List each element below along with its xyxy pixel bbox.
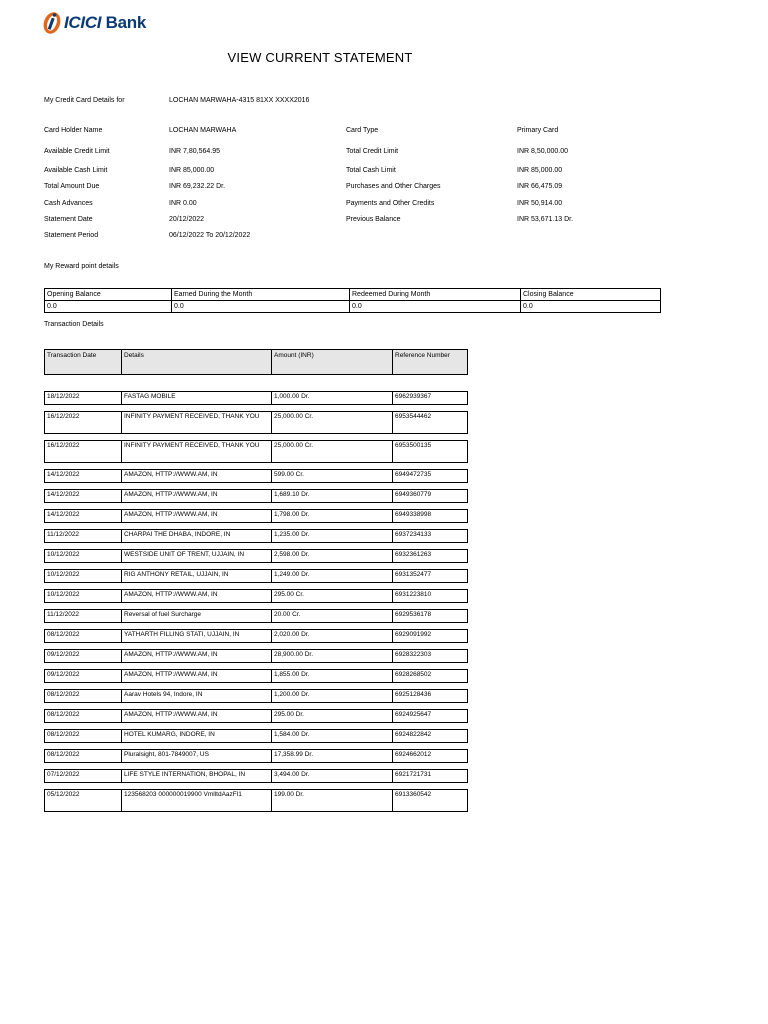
table-row (45, 570, 468, 583)
reward-header-row (45, 289, 661, 301)
transaction-reference-cell: 6924822842 (393, 730, 468, 743)
transaction-reference-cell: 6962939367 (393, 392, 468, 405)
transaction-details-cell: Aarav Hotels 94, Indore, IN (122, 690, 272, 703)
row-spacer (45, 483, 468, 490)
detail-label: Card Type (346, 127, 379, 134)
transaction-details-cell: AMAZON, HTTP://WWW.AM, IN (122, 510, 272, 523)
transaction-amount-cell: 25,000.00 Cr. (272, 441, 393, 463)
detail-value: INR 50,914.00 (517, 200, 563, 207)
account-value: LOCHAN MARWAHA-4315 81XX XXXX2016 (169, 97, 310, 104)
table-row (45, 530, 468, 543)
detail-value: INR 8,50,000.00 (517, 148, 568, 155)
detail-label: Total Cash Limit (346, 167, 396, 174)
row-spacer (45, 563, 468, 570)
transaction-date-cell: 14/12/2022 (45, 470, 122, 483)
row-spacer-cell (45, 543, 468, 550)
detail-label: Available Credit Limit (44, 148, 110, 155)
transaction-date-cell: 14/12/2022 (45, 490, 122, 503)
reward-value-cell: 0.0 (350, 301, 521, 313)
row-spacer-cell (45, 723, 468, 730)
transaction-date-cell: 10/12/2022 (45, 590, 122, 603)
row-spacer-cell (45, 683, 468, 690)
reward-value-cell: 0.0 (45, 301, 172, 313)
row-spacer (45, 405, 468, 412)
reward-header-cell: Closing Balance (521, 289, 661, 301)
transaction-amount-cell: 3,494.00 Dr. (272, 770, 393, 783)
transaction-date-cell: 08/12/2022 (45, 710, 122, 723)
transaction-amount-cell: 25,000.00 Cr. (272, 412, 393, 434)
transaction-reference-cell: 6953544462 (393, 412, 468, 434)
transaction-details-cell: CHARPAI THE DHABA, INDORE, IN (122, 530, 272, 543)
table-row (45, 392, 468, 405)
table-row (45, 550, 468, 563)
row-spacer-cell (45, 783, 468, 790)
detail-label: Purchases and Other Charges (346, 183, 441, 190)
icici-logo-icon (40, 10, 62, 36)
transaction-date-cell: 08/12/2022 (45, 750, 122, 763)
row-spacer-cell (45, 763, 468, 770)
row-spacer (45, 463, 468, 470)
logo-text: ICICI Bank (64, 13, 147, 32)
detail-value: INR 7,80,564.95 (169, 148, 220, 155)
transaction-date-cell: 09/12/2022 (45, 670, 122, 683)
detail-label: Total Credit Limit (346, 148, 399, 155)
transaction-details-cell: AMAZON, HTTP://WWW.AM, IN (122, 590, 272, 603)
transaction-reference-cell: 6931223810 (393, 590, 468, 603)
transaction-date-cell: 10/12/2022 (45, 550, 122, 563)
reward-section-title: My Reward point details (44, 263, 119, 270)
transaction-reference-cell: 6928322303 (393, 650, 468, 663)
row-spacer-cell (45, 463, 468, 470)
detail-value: INR 53,671.13 Dr. (517, 216, 574, 223)
transaction-amount-cell: 599.00 Cr. (272, 470, 393, 483)
table-row (45, 441, 468, 463)
detail-label: Cash Advances (44, 200, 93, 207)
detail-value: INR 69,232.22 Dr. (169, 183, 226, 190)
row-spacer-cell (45, 503, 468, 510)
transaction-amount-cell: 1,855.00 Dr. (272, 670, 393, 683)
reward-header-cell: Opening Balance (45, 289, 172, 301)
row-spacer (45, 603, 468, 610)
bank-logo (40, 10, 146, 36)
transaction-details-cell: Reversal of fuel Surcharge (122, 610, 272, 623)
transaction-date-cell: 05/12/2022 (45, 790, 122, 812)
transaction-reference-cell: 6925128436 (393, 690, 468, 703)
transaction-details-cell: FASTAG MOBILE (122, 392, 272, 405)
row-spacer (45, 743, 468, 750)
transaction-reference-cell: 6937234133 (393, 530, 468, 543)
transaction-details-cell: RIG ANTHONY RETAIL, UJJAIN, IN (122, 570, 272, 583)
row-spacer (45, 375, 468, 392)
row-spacer-cell (45, 483, 468, 490)
transaction-reference-cell: 6929091992 (393, 630, 468, 643)
row-spacer-cell (45, 563, 468, 570)
reward-value-cell: 0.0 (521, 301, 661, 313)
table-row (45, 710, 468, 723)
transactions-header-row (45, 350, 468, 375)
transaction-details-cell: AMAZON, HTTP://WWW.AM, IN (122, 490, 272, 503)
transaction-amount-cell: 1,200.00 Dr. (272, 690, 393, 703)
row-spacer (45, 703, 468, 710)
detail-value: 20/12/2022 (169, 216, 205, 223)
detail-label: Statement Date (44, 216, 93, 223)
row-spacer (45, 543, 468, 550)
transaction-reference-cell: 6949360779 (393, 490, 468, 503)
table-row (45, 650, 468, 663)
detail-label: Statement Period (44, 232, 99, 239)
table-row (45, 770, 468, 783)
account-label: My Credit Card Details for (44, 97, 125, 104)
transaction-amount-cell: 28,900.00 Dr. (272, 650, 393, 663)
transactions-header-cell: Details (122, 350, 272, 375)
transaction-amount-cell: 1,000.00 Dr. (272, 392, 393, 405)
transaction-date-cell: 10/12/2022 (45, 570, 122, 583)
detail-value: Primary Card (517, 127, 559, 134)
table-row (45, 630, 468, 643)
transaction-details-cell: Pluralsight, 801-7849007, US (122, 750, 272, 763)
row-spacer (45, 643, 468, 650)
transaction-reference-cell: 6949472735 (393, 470, 468, 483)
transaction-details-cell: 123568203 000000019900 VmlltdAazFl1 (122, 790, 272, 812)
detail-label: Previous Balance (346, 216, 401, 223)
transactions-header-cell: Amount (INR) (272, 350, 393, 375)
row-spacer (45, 763, 468, 770)
transaction-details-cell: INFINITY PAYMENT RECEIVED, THANK YOU (122, 412, 272, 434)
transaction-details-cell: AMAZON, HTTP://WWW.AM, IN (122, 470, 272, 483)
transaction-date-cell: 14/12/2022 (45, 510, 122, 523)
transaction-details-cell: LIFE STYLE INTERNATION, BHOPAL, IN (122, 770, 272, 783)
detail-label: Payments and Other Credits (346, 200, 435, 207)
transaction-date-cell: 16/12/2022 (45, 412, 122, 434)
table-row (45, 690, 468, 703)
transaction-amount-cell: 20.00 Cr. (272, 610, 393, 623)
transaction-details-cell: HOTEL KUMARG, INDORE, IN (122, 730, 272, 743)
row-spacer (45, 783, 468, 790)
transaction-reference-cell: 6928268502 (393, 670, 468, 683)
transaction-date-cell: 08/12/2022 (45, 630, 122, 643)
table-row (45, 670, 468, 683)
transaction-reference-cell: 6931352477 (393, 570, 468, 583)
detail-value: INR 85,000.00 (169, 167, 215, 174)
row-spacer-cell (45, 743, 468, 750)
transaction-date-cell: 08/12/2022 (45, 730, 122, 743)
transactions-body (45, 375, 468, 812)
transaction-amount-cell: 295.00 Dr. (272, 710, 393, 723)
transaction-amount-cell: 1,235.00 Dr. (272, 530, 393, 543)
transaction-details-cell: WESTSIDE UNIT OF TRENT, UJJAIN, IN (122, 550, 272, 563)
detail-label: Available Cash Limit (44, 167, 108, 174)
row-spacer-cell (45, 434, 468, 441)
transaction-details-cell: INFINITY PAYMENT RECEIVED, THANK YOU (122, 441, 272, 463)
transaction-amount-cell: 199.00 Dr. (272, 790, 393, 812)
row-spacer (45, 723, 468, 730)
transaction-section-title: Transaction Details (44, 321, 104, 328)
transactions-header-cell: Transaction Date (45, 350, 122, 375)
detail-label: Total Amount Due (44, 183, 100, 190)
row-spacer (45, 663, 468, 670)
reward-value-row (45, 301, 661, 313)
transaction-amount-cell: 2,598.00 Dr. (272, 550, 393, 563)
row-spacer (45, 623, 468, 630)
detail-value: LOCHAN MARWAHA (169, 127, 237, 134)
transaction-details-cell: AMAZON, HTTP://WWW.AM, IN (122, 670, 272, 683)
detail-value: INR 0.00 (169, 200, 197, 207)
transaction-reference-cell: 6913360542 (393, 790, 468, 812)
table-row (45, 730, 468, 743)
row-spacer-cell (45, 375, 468, 392)
reward-points-table (44, 288, 661, 313)
table-row (45, 510, 468, 523)
transaction-amount-cell: 2,020.00 Dr. (272, 630, 393, 643)
transactions-table (44, 349, 468, 812)
detail-value: INR 66,475.09 (517, 183, 563, 190)
table-row (45, 790, 468, 812)
transaction-amount-cell: 1,798.00 Dr. (272, 510, 393, 523)
transaction-amount-cell: 17,358.99 Dr. (272, 750, 393, 763)
transaction-amount-cell: 1,689.10 Dr. (272, 490, 393, 503)
transaction-date-cell: 09/12/2022 (45, 650, 122, 663)
table-row (45, 470, 468, 483)
transaction-reference-cell: 6929536178 (393, 610, 468, 623)
table-row (45, 590, 468, 603)
transaction-date-cell: 08/12/2022 (45, 690, 122, 703)
transaction-reference-cell: 6953500135 (393, 441, 468, 463)
transaction-reference-cell: 6921721731 (393, 770, 468, 783)
transaction-reference-cell: 6924925647 (393, 710, 468, 723)
transaction-details-cell: AMAZON, HTTP://WWW.AM, IN (122, 650, 272, 663)
transaction-reference-cell: 6949338998 (393, 510, 468, 523)
row-spacer-cell (45, 623, 468, 630)
transaction-amount-cell: 1,584.00 Dr. (272, 730, 393, 743)
detail-label: Card Holder Name (44, 127, 103, 134)
transaction-amount-cell: 1,249.00 Dr. (272, 570, 393, 583)
transaction-reference-cell: 6932361263 (393, 550, 468, 563)
table-row (45, 412, 468, 434)
transaction-date-cell: 07/12/2022 (45, 770, 122, 783)
table-row (45, 490, 468, 503)
transaction-amount-cell: 295.00 Cr. (272, 590, 393, 603)
row-spacer-cell (45, 663, 468, 670)
transaction-date-cell: 16/12/2022 (45, 441, 122, 463)
row-spacer (45, 683, 468, 690)
transaction-details-cell: AMAZON, HTTP://WWW.AM, IN (122, 710, 272, 723)
transaction-date-cell: 18/12/2022 (45, 392, 122, 405)
table-row (45, 750, 468, 763)
row-spacer (45, 503, 468, 510)
row-spacer-cell (45, 603, 468, 610)
row-spacer-cell (45, 703, 468, 710)
row-spacer (45, 523, 468, 530)
row-spacer-cell (45, 643, 468, 650)
transactions-header-cell: Reference Number (393, 350, 468, 375)
transaction-details-cell: YATHARTH FILLING STATI, UJJAIN, IN (122, 630, 272, 643)
row-spacer-cell (45, 523, 468, 530)
transaction-date-cell: 11/12/2022 (45, 610, 122, 623)
reward-header-cell: Earned During the Month (172, 289, 350, 301)
transaction-reference-cell: 6924662012 (393, 750, 468, 763)
detail-value: 06/12/2022 To 20/12/2022 (169, 232, 251, 239)
detail-value: INR 85,000.00 (517, 167, 563, 174)
page-title: VIEW CURRENT STATEMENT (227, 50, 413, 65)
reward-value-cell: 0.0 (172, 301, 350, 313)
transaction-date-cell: 11/12/2022 (45, 530, 122, 543)
row-spacer (45, 583, 468, 590)
row-spacer-cell (45, 583, 468, 590)
row-spacer (45, 434, 468, 441)
row-spacer-cell (45, 405, 468, 412)
table-row (45, 610, 468, 623)
reward-header-cell: Redeemed During Month (350, 289, 521, 301)
